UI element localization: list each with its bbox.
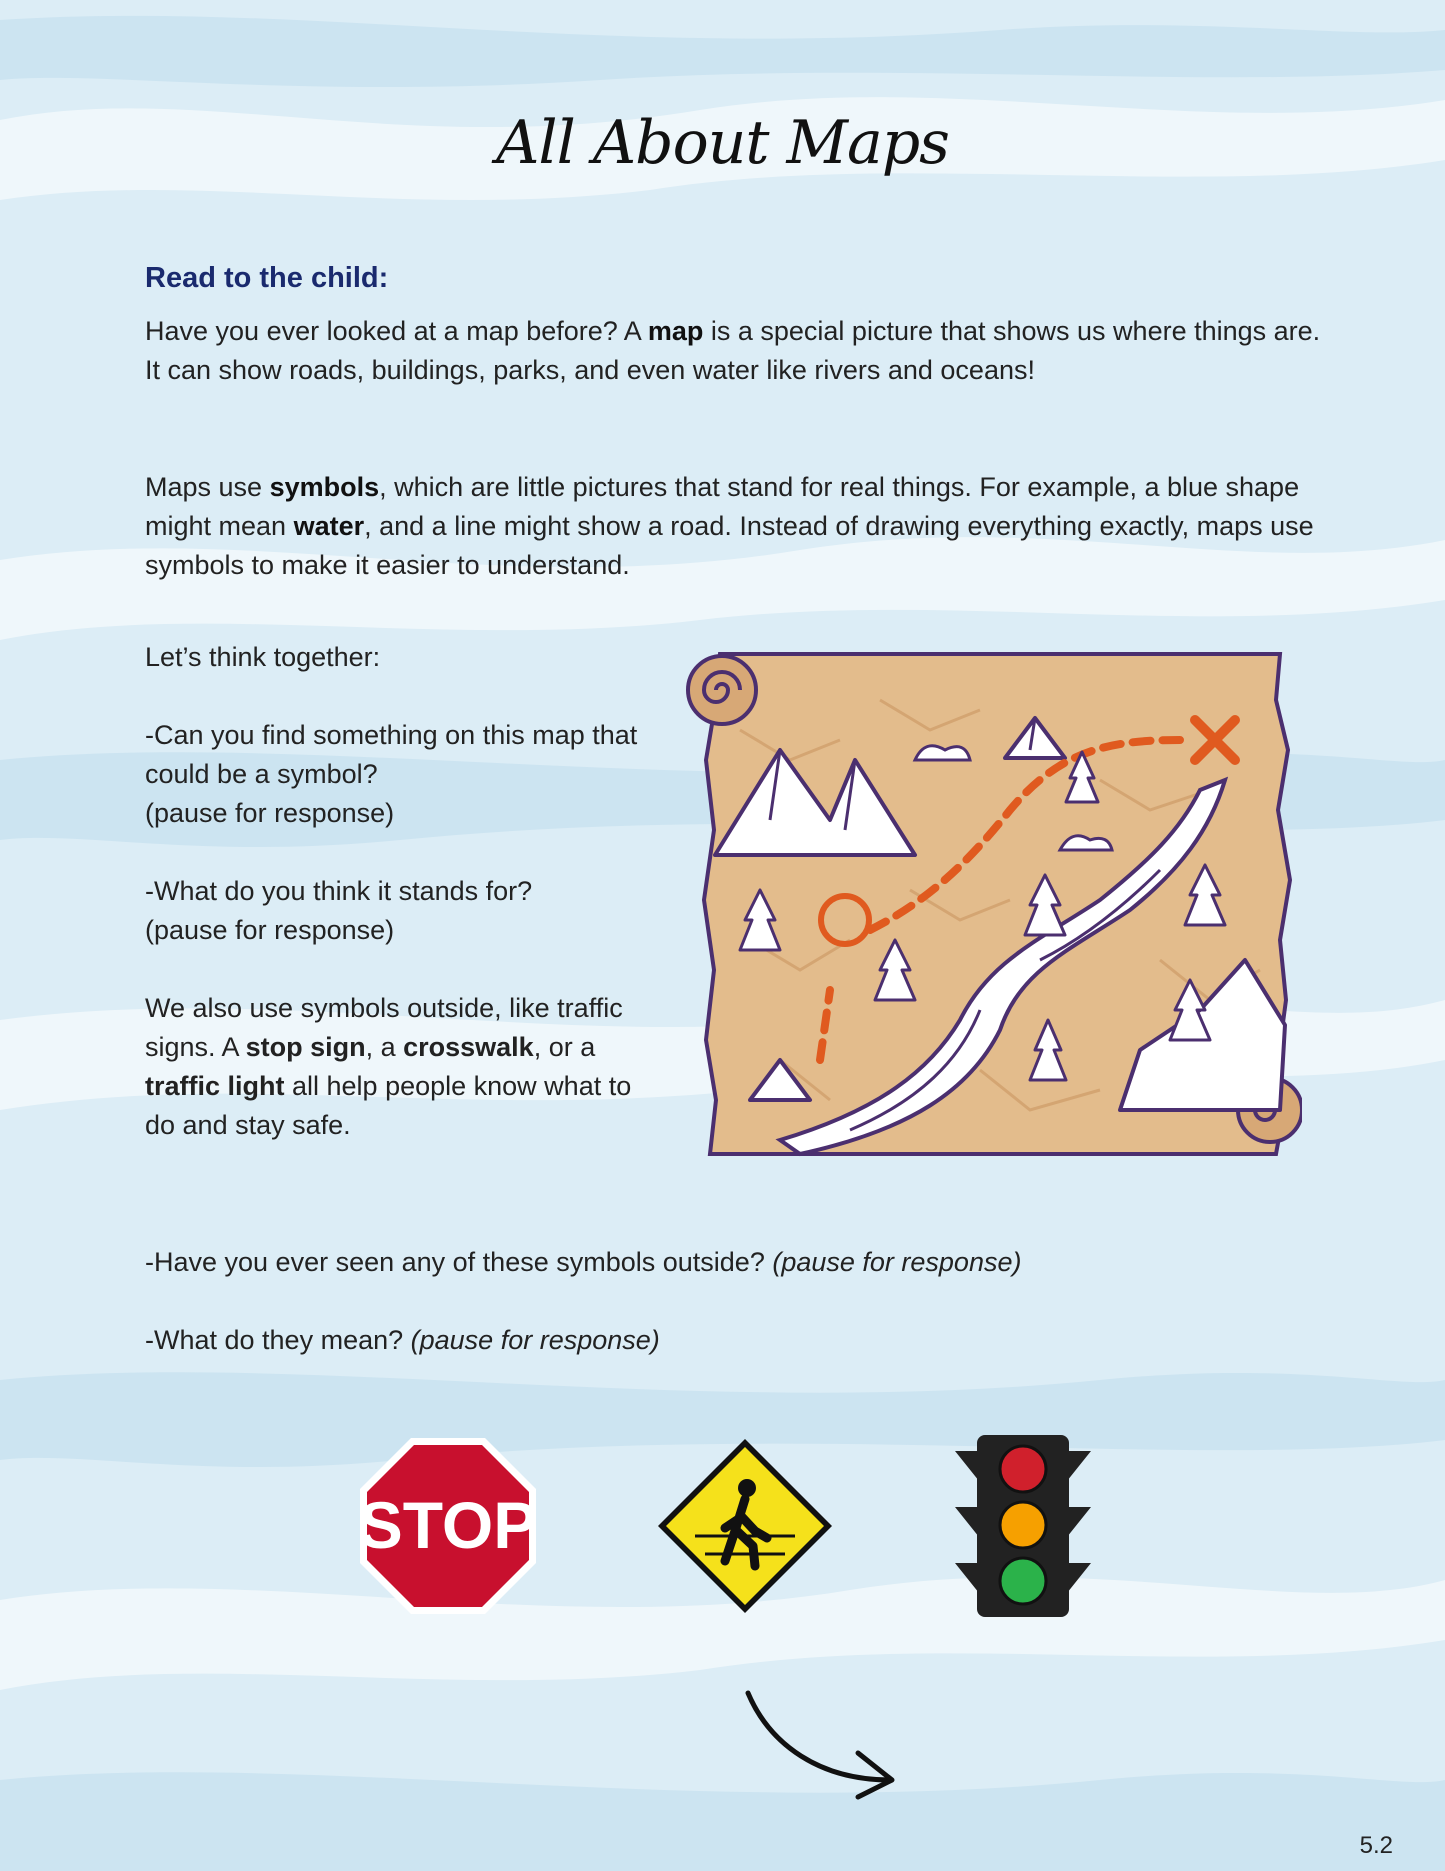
term-water: water: [293, 511, 365, 541]
read-aloud-heading: Read to the child:: [145, 262, 389, 294]
page-title: All About Maps: [496, 108, 949, 178]
treasure-map-illustration: [680, 640, 1302, 1160]
question-find-symbol: -Can you find something on this map that could be a symbol? (pause for response): [145, 720, 638, 828]
question-seen-outside: -Have you ever seen any of these symbols outside? (pause for response): [145, 1247, 1022, 1277]
page-number: 5.2: [1359, 1832, 1393, 1859]
question-meaning: -What do they mean? (pause for response): [145, 1325, 660, 1355]
next-page-arrow-icon[interactable]: [740, 1685, 910, 1805]
discussion-column: [145, 638, 665, 1184]
term-symbols: symbols: [269, 472, 380, 502]
stop-sign-text: STOP: [358, 1488, 538, 1562]
intro-paragraph: Have you ever looked at a map before? A map is a special picture that shows us where things are. It can show roads, buildings, parks, and even water like rivers and oceans!: [145, 316, 1321, 385]
term-map: map: [647, 316, 704, 346]
traffic-light-icon: [953, 1433, 1093, 1619]
outside-symbols-paragraph: We also use symbols outside, like traffic signs. A stop sign, a crosswalk, or a traffic light all help people know what to do and stay safe.: [145, 993, 632, 1140]
question-stands-for: -What do you think it stands for? (pause for response): [145, 876, 533, 945]
stop-sign-icon: [358, 1436, 538, 1616]
crosswalk-sign-icon: [655, 1436, 835, 1616]
think-together-label: Let’s think together:: [145, 642, 381, 672]
symbols-paragraph: Maps use symbols, which are little pictures that stand for real things. For example, a blue shape might mean water, and a line might show a road. Instead of drawing everything exactly, maps use symbols to make it easier to understand.: [145, 472, 1314, 580]
